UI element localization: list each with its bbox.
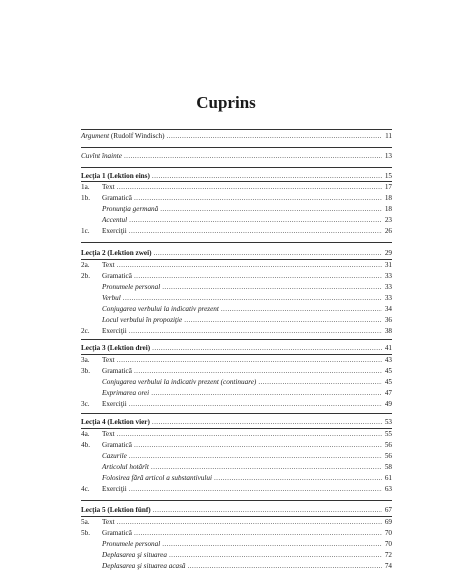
toc-entry-2c[interactable]: 2c. Exerciţii ..... 38 bbox=[81, 326, 392, 336]
divider bbox=[81, 413, 392, 414]
toc-entry-4b-2[interactable]: Articolul hotărît ..... 58 bbox=[81, 462, 392, 472]
toc-entry-argument[interactable]: Argument (Rudolf Windisch) ..... 11 bbox=[81, 131, 392, 141]
divider bbox=[81, 500, 392, 501]
toc-entry-5a[interactable]: 5a. Text ..... 69 bbox=[81, 517, 392, 527]
toc-lesson-2[interactable]: Lecţia 2 (Lektion zwei) ..... 29 bbox=[81, 248, 392, 258]
toc-entry-5b-1[interactable]: Pronumele personal ..... 70 bbox=[81, 539, 392, 549]
toc-entry-2b-2[interactable]: Verbul ..... 33 bbox=[81, 293, 392, 303]
divider bbox=[81, 147, 392, 148]
divider bbox=[81, 242, 392, 243]
toc-entry-4b[interactable]: 4b. Gramatică ..... 56 bbox=[81, 440, 392, 450]
toc-entry-2b-4[interactable]: Locul verbului în propoziţie ..... 36 bbox=[81, 315, 392, 325]
toc-lesson-4[interactable]: Lecţia 4 (Lektion vier) ..... 53 bbox=[81, 417, 392, 427]
toc-lesson-5[interactable]: Lecţia 5 (Lektion fünf) ..... 67 bbox=[81, 505, 392, 515]
toc-entry-2a[interactable]: 2a. Text ..... 31 bbox=[81, 260, 392, 270]
toc-lesson-3[interactable]: Lecţia 3 (Lektion drei) ..... 41 bbox=[81, 343, 392, 353]
toc-entry-5b-2[interactable]: Deplasarea şi situarea ..... 72 bbox=[81, 550, 392, 560]
toc-entry-1b-2[interactable]: Accentul ..... 23 bbox=[81, 215, 392, 225]
toc-entry-3c[interactable]: 3c. Exerciţii ..... 49 bbox=[81, 399, 392, 409]
toc-entry-4a[interactable]: 4a. Text ..... 55 bbox=[81, 429, 392, 439]
page-title: Cuprins bbox=[196, 93, 256, 112]
toc-entry-3a[interactable]: 3a. Text ..... 43 bbox=[81, 355, 392, 365]
toc-entry-4b-1[interactable]: Cazurile ..... 56 bbox=[81, 451, 392, 461]
toc-entry-3b[interactable]: 3b. Gramatică ..... 45 bbox=[81, 366, 392, 376]
toc-entry-2b-1[interactable]: Pronumele personal ..... 33 bbox=[81, 282, 392, 292]
toc-entry-1c[interactable]: 1c. Exerciţii ..... 26 bbox=[81, 226, 392, 236]
toc-entry-3b-2[interactable]: Exprimarea orei ..... 47 bbox=[81, 388, 392, 398]
page-number: 11 bbox=[385, 132, 392, 140]
toc-lesson-1[interactable]: Lecţia 1 (Lektion eins) ..... 15 bbox=[81, 171, 392, 181]
toc-entry-1b-1[interactable]: Pronunţia germană ..... 18 bbox=[81, 204, 392, 214]
toc-entry-cuvint[interactable]: Cuvînt înainte ..... 13 bbox=[81, 151, 392, 161]
divider bbox=[81, 129, 392, 130]
divider bbox=[81, 167, 392, 168]
toc-entry-1b[interactable]: 1b. Gramatică ..... 18 bbox=[81, 193, 392, 203]
toc-entry-5b-3[interactable]: Deplasarea şi situarea acasă ..... 74 bbox=[81, 561, 392, 571]
page-number: 13 bbox=[384, 152, 392, 160]
toc-entry-3b-1[interactable]: Conjugarea verbului la indicativ prezent (continuare) ..... 45 bbox=[81, 377, 392, 387]
toc-entry-5b[interactable]: 5b. Gramatică ..... 70 bbox=[81, 528, 392, 538]
toc-entry-4c[interactable]: 4c. Exerciţii ..... 63 bbox=[81, 484, 392, 494]
toc-entry-4b-3[interactable]: Folosirea fără articol a substantivului ..... 61 bbox=[81, 473, 392, 483]
divider bbox=[81, 339, 392, 340]
toc-entry-2b-3[interactable]: Conjugarea verbului la indicativ prezent ..... 34 bbox=[81, 304, 392, 314]
toc-entry-2b[interactable]: 2b. Gramatică ..... 33 bbox=[81, 271, 392, 281]
toc-entry-1a[interactable]: 1a. Text ..... 17 bbox=[81, 182, 392, 192]
